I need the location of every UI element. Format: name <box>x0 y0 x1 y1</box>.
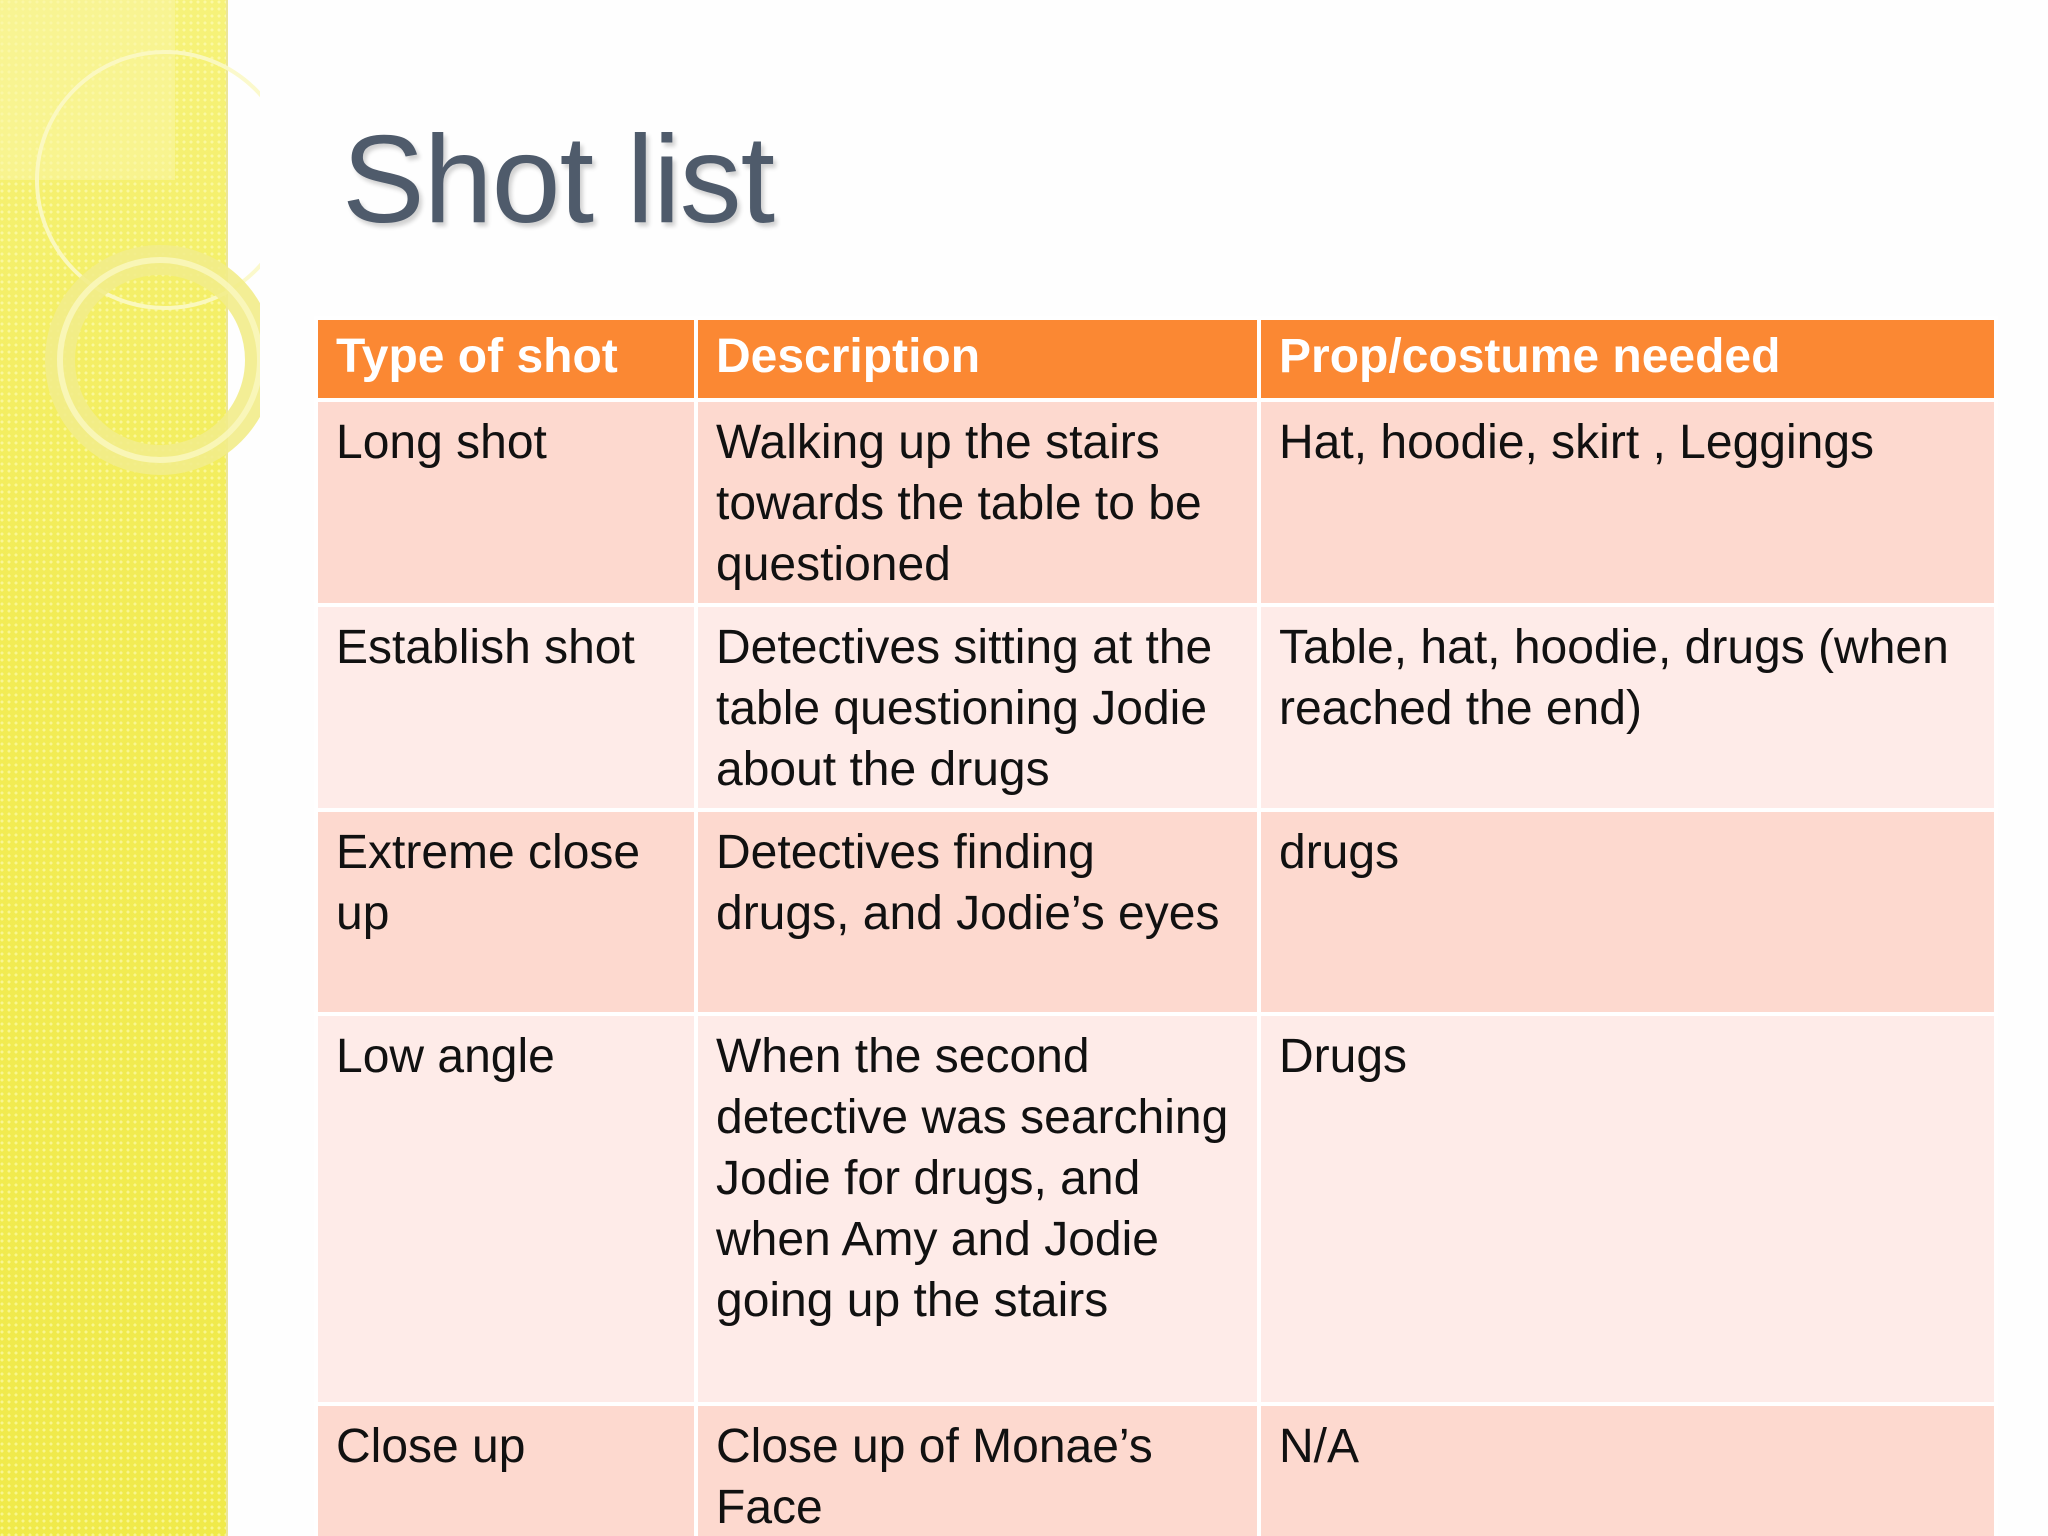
decorative-circles <box>0 0 260 520</box>
table-row <box>316 400 1996 605</box>
cell-props: N/A <box>1259 1404 1996 1536</box>
cell-description: Detectives finding drugs, and Jodie’s eyes <box>696 810 1259 1014</box>
shot-list-table <box>314 316 1998 1536</box>
cell-props: drugs <box>1259 810 1996 1014</box>
cell-shot-type: Establish shot <box>316 605 696 810</box>
cell-description: When the second detective was searching Jodie for drugs, and when Amy and Jodie going up the stairs <box>696 1014 1259 1404</box>
cell-shot-type: Low angle <box>316 1014 696 1404</box>
cell-shot-type: Extreme close up <box>316 810 696 1014</box>
table-row <box>316 810 1996 1014</box>
cell-props: Table, hat, hoodie, drugs (when reached the end) <box>1259 605 1996 810</box>
cell-props: Drugs <box>1259 1014 1996 1404</box>
table-row <box>316 1014 1996 1404</box>
column-header-props: Prop/costume needed <box>1259 318 1996 400</box>
slide-title: Shot list <box>342 111 775 249</box>
column-header-description: Description <box>696 318 1259 400</box>
table-row <box>316 1404 1996 1536</box>
cell-description: Close up of Monae’s Face <box>696 1404 1259 1536</box>
cell-description: Walking up the stairs towards the table to be questioned <box>696 400 1259 605</box>
table-header-row <box>316 318 1996 400</box>
table-row <box>316 605 1996 810</box>
cell-props: Hat, hoodie, skirt , Leggings <box>1259 400 1996 605</box>
column-header-type: Type of shot <box>316 318 696 400</box>
cell-shot-type: Long shot <box>316 400 696 605</box>
cell-shot-type: Close up <box>316 1404 696 1536</box>
cell-description: Detectives sitting at the table questioning Jodie about the drugs <box>696 605 1259 810</box>
